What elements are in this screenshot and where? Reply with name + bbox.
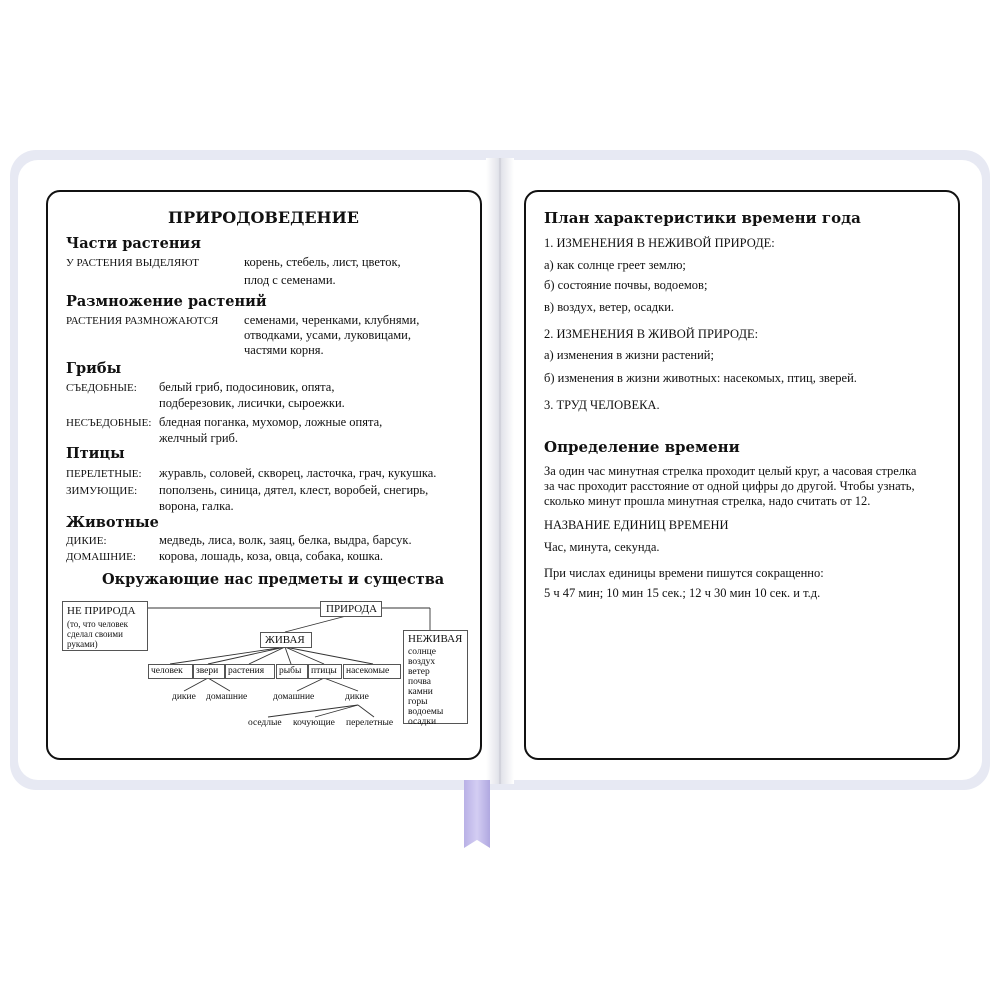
wintering-line: поползень, синица, дятел, клест, воробей, снегирь, [159,483,429,497]
nonliving-item: почва [408,677,431,687]
page-title: ПРИРОДОВЕДЕНИЕ [168,208,359,227]
wild-line: медведь, лиса, волк, заяц, белка, выдра, барсук. [159,533,412,547]
plan-item-2: 2. ИЗМЕНЕНИЯ В ЖИВОЙ ПРИРОДЕ: [544,327,759,341]
reproduction-heading: Размножение растений [66,293,267,310]
living-item-label: рыбы [279,666,302,676]
nonliving-item: горы [408,697,428,707]
plan-subitem: в) воздух, ветер, осадки. [544,300,675,314]
plan-subitem: а) как солнце греет землю; [544,258,686,272]
plan-subitem: б) состояние почвы, водоемов; [544,278,708,292]
not-nature-label: НЕ ПРИРОДА [67,605,136,617]
plan-heading: План характеристики времени года [544,209,861,227]
beasts-domestic: домашние [206,692,248,702]
beasts-wild: дикие [172,692,196,702]
time-paragraph-line: За один час минутная стрелка проходит целый круг, а часовая стрелка [544,464,917,478]
plants-box [225,664,275,679]
reproduction-line: семенами, черенками, клубнями, [244,313,420,327]
nonliving-item: осадки [408,717,437,727]
living-item-label: растения [228,666,265,676]
parts-line: плод с семенами. [244,273,336,287]
domestic-label: ДОМАШНИЕ: [66,551,136,563]
wintering-label: ЗИМУЮЩИЕ: [66,485,138,497]
living-item-label: насекомые [346,666,390,676]
reproduction-line: частями корня. [244,343,324,357]
beasts-box [193,664,225,679]
edible-line: подберезовик, лисички, сыроежки. [159,396,345,410]
parts-label: У РАСТЕНИЯ ВЫДЕЛЯЮТ [66,257,199,269]
human-box [148,664,193,679]
abbr-note: При числах единицы времени пишутся сокращенно: [544,566,824,580]
not-nature-note: (то, что человек [67,619,128,629]
animals-heading: Животные [66,514,159,531]
birds-box [308,664,342,679]
edible-label: СЪЕДОБНЫЕ: [66,382,137,394]
reproduction-label: РАСТЕНИЯ РАЗМНОЖАЮТСЯ [66,315,219,327]
nonliving-item: водоемы [408,707,444,717]
birds-wild: дикие [345,692,369,702]
parts-line: корень, стебель, лист, цветок, [244,255,401,269]
nonliving-item: ветер [408,667,430,677]
diagram-title: Окружающие нас предметы и существа [102,571,445,588]
nonliving-label: НЕЖИВАЯ [408,633,463,645]
migratory-birds: перелетные [346,718,394,728]
inedible-label: НЕСЪЕДОБНЫЕ: [66,417,152,429]
time-paragraph-line: сколько минут прошла минутная стрелка, надо считать от 12. [544,494,871,508]
plan-subitem: а) изменения в жизни растений; [544,348,714,362]
not-nature-note: сделал своими [67,629,123,639]
insects-box [343,664,401,679]
migratory-line: журавль, соловей, скворец, ласточка, грач, кукушка. [159,466,437,480]
birds-heading: Птицы [66,445,125,462]
living-box [260,632,312,648]
inedible-line: желчный гриб. [159,431,238,445]
living-label: ЖИВАЯ [265,634,305,646]
abbr-examples: 5 ч 47 мин; 10 мин 15 сек.; 12 ч 30 мин 10 сек. и т.д. [544,586,821,600]
living-item-label: человек [151,666,183,676]
domestic-line: корова, лошадь, коза, овца, собака, кошка. [159,549,384,563]
nonliving-item: камни [408,687,433,697]
nonliving-item: солнце [408,647,436,657]
wild-label: ДИКИЕ: [66,535,107,547]
plan-subitem: б) изменения в жизни животных: насекомых, птиц, зверей. [544,371,857,385]
nonliving-item: воздух [408,657,436,667]
not-nature-box [62,601,148,651]
inedible-line: бледная поганка, мухомор, ложные опята, [159,415,383,429]
fish-box [276,664,308,679]
birds-domestic: домашние [273,692,315,702]
parts-heading: Части растения [66,235,201,252]
not-nature-note: руками) [67,639,98,649]
sedentary-birds: оседлые [248,718,282,728]
plan-item-3: 3. ТРУД ЧЕЛОВЕКА. [544,398,660,412]
edible-line: белый гриб, подосиновик, опята, [159,380,335,394]
plan-item-1: 1. ИЗМЕНЕНИЯ В НЕЖИВОЙ ПРИРОДЕ: [544,236,775,250]
living-item-label: птицы [311,666,337,676]
nature-box [320,601,382,617]
nomadic-birds: кочующие [293,718,335,728]
migratory-label: ПЕРЕЛЕТНЫЕ: [66,468,142,480]
nonliving-box [403,630,468,727]
units-label: НАЗВАНИЕ ЕДИНИЦ ВРЕМЕНИ [544,518,729,532]
time-paragraph-line: за час проходит расстояние от одной цифры до другой. Чтобы узнать, [544,479,915,493]
mushrooms-heading: Грибы [66,360,122,377]
reproduction-line: отводками, усами, луковицами, [244,328,411,342]
nature-label: ПРИРОДА [326,603,378,615]
wintering-line: ворона, галка. [159,499,234,513]
time-heading: Определение времени [544,438,740,456]
units-list: Час, минута, секунда. [544,540,660,554]
living-item-label: звери [196,666,219,676]
